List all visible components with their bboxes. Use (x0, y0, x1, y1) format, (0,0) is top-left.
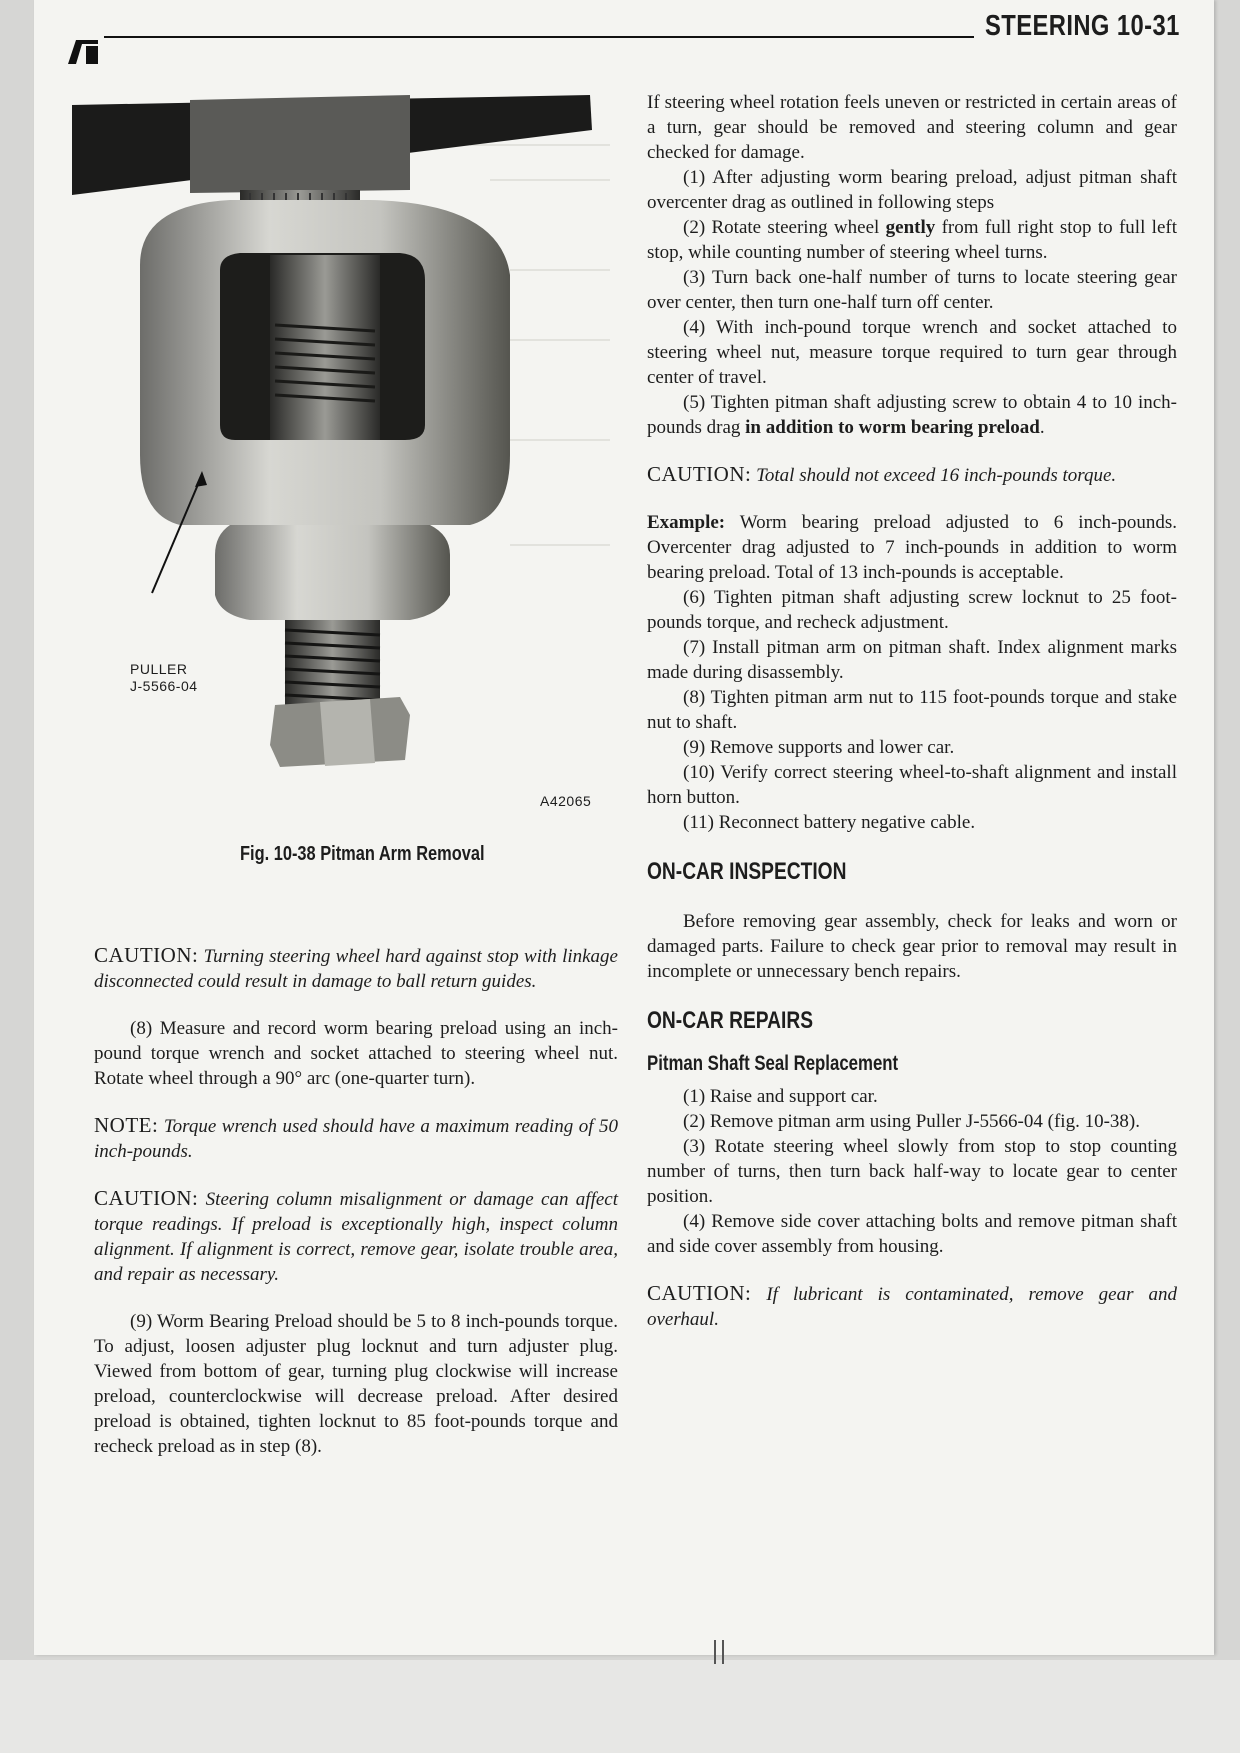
caution-text: Total should not exceed 16 inch-pounds torque. (756, 465, 1117, 486)
caution-lead: CAUTION: (94, 1186, 199, 1210)
caution-text: If lubricant is contaminated, remove gear and overhaul. (647, 1284, 1178, 1330)
left-column (94, 943, 618, 1459)
seal-step-4: (4) Remove side cover attaching bolts and remove pitman shaft and side cover assembly from housing. (647, 1211, 1177, 1257)
step-5 (647, 390, 1177, 440)
intro-paragraph: If steering wheel rotation feels uneven or restricted in certain areas of a turn, gear should be removed and steering column and gear checked for damage. (647, 92, 1177, 163)
step-6: (6) Tighten pitman shaft adjusting screw locknut to 25 foot-pounds torque, and recheck adjustment. (647, 587, 1177, 633)
step-5-text: (5) Tighten pitman shaft adjusting screw to obtain 4 to 10 inch-pounds drag (647, 392, 1177, 438)
header-rule (104, 36, 974, 38)
scan-bottom-margin (0, 1660, 1240, 1753)
seal-step-3: (3) Rotate steering wheel slowly from stop to stop counting number of turns, then turn back half-way to locate gear to center position. (647, 1136, 1177, 1207)
note-lead: NOTE: (94, 1113, 159, 1137)
right-column (647, 90, 1177, 1332)
heading-on-car-repairs: ON-CAR REPAIRS (647, 1007, 814, 1034)
step-7: (7) Install pitman arm on pitman shaft. Index alignment marks made during disassembly. (647, 637, 1177, 683)
caution-ball-return (94, 943, 618, 994)
caution-text: Steering column misalignment or damage can affect torque readings. If preload is exceptionally high, inspect column alignment. If alignment is correct, remove gear, isolate trouble area, and repair as necessary. (94, 1189, 619, 1285)
step-8-measure-preload: (8) Measure and record worm bearing preload using an inch-pound torque wrench and socket attached to steering wheel nut. Rotate wheel through a 90° arc (one-quarter turn). (94, 1018, 618, 1089)
step-3: (3) Turn back one-half number of turns to locate steering gear over center, then turn one-half turn off center. (647, 267, 1177, 313)
step-4: (4) With inch-pound torque wrench and socket attached to steering wheel nut, measure torque required to turn gear through center of travel. (647, 317, 1177, 388)
caution-lead: CAUTION: (647, 1281, 752, 1305)
page-title: STEERING 10-31 (985, 10, 1180, 42)
caution-lead: CAUTION: (94, 943, 199, 967)
caution-text: Turning steering wheel hard against stop with linkage disconnected could result in damage to ball return guides. (94, 946, 618, 992)
heading-on-car-inspection: ON-CAR INSPECTION (647, 858, 847, 885)
caution-lead: CAUTION: (647, 462, 752, 486)
example-lead: Example: (647, 512, 726, 533)
callout-puller-label: PULLER (130, 661, 188, 677)
figure-pitman-arm-removal (70, 95, 610, 825)
step-5-text-end: . (1039, 417, 1045, 438)
section-mark-icon (68, 40, 98, 64)
step-2-text-end: from full right stop to full left stop, while counting number of steering wheel turns. (647, 217, 1178, 263)
step-9: (9) Remove supports and lower car. (683, 737, 955, 758)
step-1: (1) After adjusting worm bearing preload, adjust pitman shaft overcenter drag as outlined in following steps (647, 167, 1177, 213)
step-2-emphasis: gently (885, 217, 936, 238)
step-2 (647, 215, 1177, 265)
callout-tool-number: J-5566-04 (130, 678, 198, 694)
figure-id: A42065 (540, 793, 592, 809)
caution-column-misalignment (94, 1186, 618, 1287)
example-text: Worm bearing preload adjusted to 6 inch-pounds. Overcenter drag adjusted to 7 inch-pounds in addition to worm bearing preload. Total of 13 inch-pounds is acceptable. (647, 512, 1177, 583)
subheading-pitman-shaft-seal: Pitman Shaft Seal Replacement (647, 1052, 899, 1075)
callout-puller (130, 661, 198, 695)
binding-gutter-mark (714, 1640, 724, 1664)
seal-step-1: (1) Raise and support car. (683, 1086, 878, 1107)
step-10: (10) Verify correct steering wheel-to-shaft alignment and install horn button. (647, 762, 1177, 808)
caution-total-torque (647, 462, 1177, 488)
step-9-worm-bearing-preload: (9) Worm Bearing Preload should be 5 to 8 inch-pounds torque. To adjust, loosen adjuster plug locknut and turn adjuster plug. Viewed from bottom of gear, turning plug clockwise will increase preload, counterclockwise will decrease preload. After desired preload is obtained, tighten locknut to 85 foot-pounds torque and recheck preload as in step (8). (94, 1311, 618, 1457)
figure-caption: Fig. 10-38 Pitman Arm Removal (240, 843, 485, 865)
step-5-emphasis: in addition to worm bearing preload (745, 417, 1040, 438)
inspection-paragraph: Before removing gear assembly, check for leaks and worn or damaged parts. Failure to check gear prior to removal may result in incomplete or unnecessary bench repairs. (647, 911, 1177, 982)
step-11: (11) Reconnect battery negative cable. (683, 812, 976, 833)
seal-step-2: (2) Remove pitman arm using Puller J-5566-04 (fig. 10-38). (683, 1111, 1140, 1132)
example-paragraph (647, 510, 1177, 585)
note-torque-wrench (94, 1113, 618, 1164)
caution-lubricant (647, 1281, 1177, 1332)
step-2-text: (2) Rotate steering wheel (683, 217, 886, 238)
note-text: Torque wrench used should have a maximum reading of 50 inch-pounds. (94, 1116, 618, 1162)
step-8: (8) Tighten pitman arm nut to 115 foot-pounds torque and stake nut to shaft. (647, 687, 1177, 733)
